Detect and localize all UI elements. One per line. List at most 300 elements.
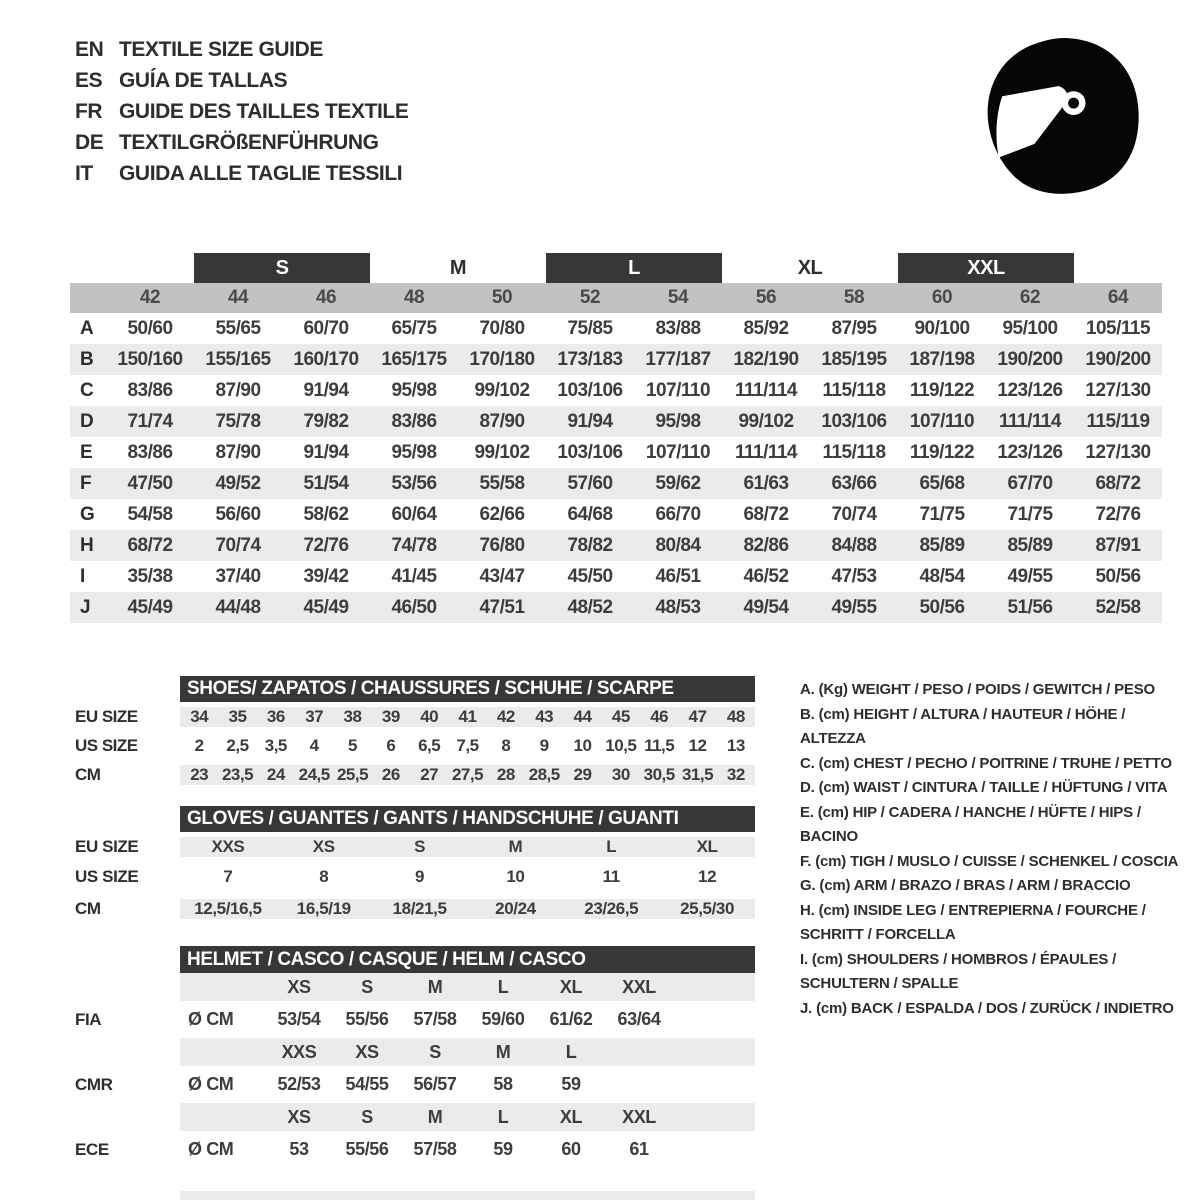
lang-title: TEXTILGRÖßENFÜHRUNG: [119, 131, 379, 154]
helmet-size-cell: 55/56: [345, 1139, 389, 1159]
shoe-size-cell: 43: [525, 707, 563, 727]
shoes-us-row: [75, 731, 755, 760]
table-row-a: [70, 313, 1162, 344]
legend-item: B. (cm) HEIGHT / ALTURA / HAUTEUR / HÖHE / ALTEZZA: [800, 705, 1126, 747]
size-cell: 70/80: [479, 317, 525, 339]
table-row-h: [70, 530, 1162, 561]
size-cell: 59/62: [655, 472, 701, 494]
size-cell: 78/82: [567, 534, 613, 556]
row-label: CM: [75, 898, 101, 918]
size-cell: 45/49: [303, 596, 349, 618]
shoe-size-cell: 35: [218, 707, 256, 727]
size-cell: 190/200: [1085, 348, 1151, 370]
glove-size-cell: XL: [659, 837, 755, 857]
size-cell: 95/98: [391, 441, 437, 463]
size-cell: 65/68: [919, 472, 965, 494]
glove-size-cell: M: [468, 837, 564, 857]
row-label: CM: [75, 764, 101, 784]
size-group-row: [70, 253, 1162, 283]
shoes-eu-row: [75, 702, 755, 731]
glove-size-cell: 16,5/19: [276, 899, 372, 919]
shoe-size-cell: 48: [717, 707, 755, 727]
glove-size-cell: 7: [223, 867, 233, 886]
diameter-unit: Ø CM: [188, 1139, 234, 1159]
size-cell: 65/75: [391, 317, 437, 339]
shoe-size-cell: 11,5: [644, 735, 675, 755]
size-label: XL: [537, 973, 605, 1001]
shoe-size-cell: 40: [410, 707, 448, 727]
legend-item: D. (cm) WAIST / CINTURA / TAILLE / HÜFTUNG / VITA: [800, 779, 1168, 796]
size-cell: 107/110: [909, 410, 975, 432]
table-row-d: [70, 406, 1162, 437]
table-row-e: [70, 437, 1162, 468]
size-cell: 71/74: [127, 410, 173, 432]
size-cell: 60/64: [391, 503, 437, 525]
size-cell: 48/53: [655, 596, 701, 618]
shoe-size-cell: 28,5: [525, 765, 563, 785]
gloves-size-table: [75, 806, 755, 925]
shoe-size-cell: 37: [295, 707, 333, 727]
size-cell: 83/86: [127, 379, 173, 401]
legend-item: H. (cm) INSIDE LEG / ENTREPIERNA / FOURCHE / SCHRITT / FORCELLA: [800, 901, 1146, 943]
size-cell: 123/126: [997, 379, 1063, 401]
size-column-header: 42: [139, 287, 161, 308]
shoe-size-cell: 4: [309, 735, 319, 755]
size-column-header: 50: [491, 287, 513, 308]
size-cell: 91/94: [303, 441, 349, 463]
size-cell: 87/91: [1095, 534, 1141, 556]
size-cell: 123/126: [997, 441, 1063, 463]
lang-title: GUIDE DES TAILLES TEXTILE: [119, 100, 409, 123]
size-cell: 45/50: [567, 565, 613, 587]
size-cell: 49/52: [215, 472, 261, 494]
size-column-header: 44: [227, 287, 249, 308]
size-cell: 75/85: [567, 317, 613, 339]
shoe-size-cell: 30,5: [640, 765, 678, 785]
size-label: [605, 1038, 673, 1066]
legend-item: I. (cm) SHOULDERS / HOMBROS / ÉPAULES / SCHULTERN / SPALLE: [800, 950, 1117, 992]
lang-code: IT: [75, 162, 93, 185]
size-cell: 47/53: [831, 565, 877, 587]
legend-item: E. (cm) HIP / CADERA / HANCHE / HÜFTE / HIPS / BACINO: [800, 803, 1141, 845]
size-column-header: 64: [1107, 287, 1129, 308]
lang-title: GUÍA DE TALLAS: [119, 69, 288, 92]
size-cell: 58/62: [303, 503, 349, 525]
helmet-ece-size-header: [75, 1103, 755, 1131]
legend-item: J. (cm) BACK / ESPALDA / DOS / ZURÜCK / INDIETRO: [800, 999, 1174, 1017]
legend-item: A. (Kg) WEIGHT / PESO / POIDS / GEWITCH / PESO: [800, 681, 1155, 698]
shoe-size-cell: 8: [501, 735, 511, 755]
size-cell: 61/63: [743, 472, 789, 494]
size-label: XS: [265, 973, 333, 1001]
size-cell: 82/86: [743, 534, 789, 556]
row-label: F: [80, 472, 92, 494]
size-cell: 51/54: [303, 472, 349, 494]
size-cell: 39/42: [303, 565, 349, 587]
size-label: XS: [265, 1103, 333, 1131]
size-cell: 60/70: [303, 317, 349, 339]
size-cell: 55/58: [479, 472, 525, 494]
shoe-size-cell: 31,5: [678, 765, 716, 785]
row-label: B: [80, 348, 94, 370]
gloves-cm-row: [75, 892, 755, 925]
row-label: C: [80, 379, 94, 401]
row-label: D: [80, 410, 94, 432]
size-cell: 68/72: [1095, 472, 1141, 494]
lang-title: GUIDA ALLE TAGLIE TESSILI: [119, 162, 403, 185]
glove-size-cell: 20/24: [468, 899, 564, 919]
gloves-us-row: [75, 862, 755, 892]
size-cell: 83/88: [655, 317, 701, 339]
size-cell: 72/76: [303, 534, 349, 556]
size-cell: 111/114: [734, 379, 798, 401]
shoe-size-cell: 30: [602, 765, 640, 785]
size-cell: 76/80: [479, 534, 525, 556]
size-cell: 48/52: [567, 596, 613, 618]
shoe-size-cell: 27,5: [448, 765, 486, 785]
size-cell: 70/74: [831, 503, 877, 525]
size-cell: 52/58: [1095, 596, 1141, 618]
shoe-size-cell: 23,5: [218, 765, 256, 785]
shoe-size-cell: 47: [678, 707, 716, 727]
legend-item: F. (cm) TIGH / MUSLO / CUISSE / SCHENKEL / COSCIA: [800, 852, 1179, 870]
shoe-size-cell: 39: [372, 707, 410, 727]
size-cell: 47/50: [127, 472, 173, 494]
legend-item: G. (cm) ARM / BRAZO / BRAS / ARM / BRACCIO: [800, 877, 1131, 894]
lang-code: DE: [75, 131, 104, 154]
racing-helmet-icon: [975, 30, 1145, 200]
size-cell: 127/130: [1085, 441, 1151, 463]
glove-size-cell: XXS: [180, 837, 276, 857]
size-cell: 46/51: [655, 565, 701, 587]
size-cell: 87/90: [215, 379, 261, 401]
size-group-xl: XL: [797, 256, 823, 279]
shoe-size-cell: 23: [180, 765, 218, 785]
shoes-cm-row: [75, 760, 755, 789]
size-cell: 54/58: [127, 503, 173, 525]
size-column-header: 62: [1019, 287, 1041, 308]
size-cell: 90/100: [914, 317, 970, 339]
glove-size-cell: L: [563, 837, 659, 857]
shoe-size-cell: 34: [180, 707, 218, 727]
size-cell: 99/102: [738, 410, 794, 432]
size-cell: 53/56: [391, 472, 437, 494]
size-group-m: M: [449, 256, 467, 279]
size-column-header: 48: [403, 287, 425, 308]
table-row-j: [70, 592, 1162, 623]
size-cell: 119/122: [909, 441, 975, 463]
shoe-size-cell: 2,5: [226, 735, 249, 755]
shoe-size-cell: 24: [257, 765, 295, 785]
size-cell: 46/52: [743, 565, 789, 587]
helmet-size-cell: 55/56: [345, 1009, 389, 1029]
size-cell: 66/70: [655, 503, 701, 525]
size-cell: 47/51: [479, 596, 525, 618]
size-cell: 83/86: [391, 410, 437, 432]
row-label: E: [80, 441, 93, 463]
size-group-xxl: XXL: [898, 253, 1074, 283]
size-group-s: S: [194, 253, 370, 283]
helmet-size-cell: 54/55: [345, 1074, 389, 1094]
size-cell: 160/170: [293, 348, 359, 370]
size-cell: 50/56: [919, 596, 965, 618]
helmet-size-cell: 57/58: [413, 1009, 457, 1029]
size-cell: 50/60: [127, 317, 173, 339]
table-row-b: [70, 344, 1162, 375]
glove-size-cell: 12,5/16,5: [180, 899, 276, 919]
shoe-size-cell: 38: [333, 707, 371, 727]
row-label: US SIZE: [75, 867, 139, 886]
size-cell: 75/78: [215, 410, 261, 432]
size-cell: 87/90: [479, 410, 525, 432]
size-label: S: [401, 1038, 469, 1066]
size-label: L: [469, 1103, 537, 1131]
size-cell: 87/90: [215, 441, 261, 463]
size-cell: 107/110: [645, 379, 711, 401]
size-label: M: [401, 1103, 469, 1131]
size-cell: 85/92: [743, 317, 789, 339]
size-cell: 170/180: [469, 348, 535, 370]
size-cell: 56/60: [215, 503, 261, 525]
size-cell: 46/50: [391, 596, 437, 618]
shoe-size-cell: 45: [602, 707, 640, 727]
glove-size-cell: 8: [319, 867, 329, 886]
helmet-size-cell: 59: [493, 1139, 513, 1159]
size-cell: 84/88: [831, 534, 877, 556]
numeric-size-header-row: [70, 283, 1162, 313]
measurement-legend: [800, 678, 1190, 1021]
size-label: L: [469, 973, 537, 1001]
shoe-size-cell: 13: [726, 735, 745, 755]
size-cell: 71/75: [919, 503, 965, 525]
shoe-size-cell: 32: [717, 765, 755, 785]
diameter-unit: Ø CM: [188, 1009, 234, 1029]
shoe-size-cell: 27: [410, 765, 448, 785]
helmet-size-cell: 53: [289, 1139, 309, 1159]
size-cell: 165/175: [381, 348, 447, 370]
size-cell: 115/118: [822, 379, 886, 401]
size-cell: 55/65: [215, 317, 261, 339]
size-cell: 190/200: [997, 348, 1063, 370]
size-cell: 95/100: [1002, 317, 1058, 339]
size-label: S: [333, 973, 401, 1001]
glove-size-cell: 12: [698, 867, 717, 886]
textile-size-table: [70, 253, 1162, 623]
helmet-cmr-size-header: [75, 1038, 755, 1066]
shoe-size-cell: 6,5: [418, 735, 441, 755]
lang-code: ES: [75, 69, 103, 92]
size-cell: 64/68: [567, 503, 613, 525]
shoe-size-cell: 3,5: [264, 735, 287, 755]
shoe-size-cell: 29: [563, 765, 601, 785]
size-cell: 49/55: [1007, 565, 1053, 587]
size-cell: 111/114: [734, 441, 798, 463]
gloves-eu-row: [75, 832, 755, 862]
size-cell: 95/98: [391, 379, 437, 401]
helmet-table-title: HELMET / CASCO / CASQUE / HELM / CASCO: [180, 946, 755, 973]
shoe-size-cell: 26: [372, 765, 410, 785]
glove-size-cell: 10: [506, 867, 525, 886]
helmet-size-table: [75, 946, 755, 1168]
size-cell: 37/40: [215, 565, 261, 587]
size-cell: 67/70: [1007, 472, 1053, 494]
row-label: J: [80, 596, 91, 618]
shoe-size-cell: 9: [539, 735, 549, 755]
size-cell: 35/38: [127, 565, 173, 587]
helmet-size-cell: 56/57: [413, 1074, 457, 1094]
glove-size-cell: 18/21,5: [372, 899, 468, 919]
shoe-size-cell: 12: [688, 735, 707, 755]
size-label: XXL: [605, 1103, 673, 1131]
gloves-table-title: GLOVES / GUANTES / GANTS / HANDSCHUHE / GUANTI: [180, 806, 755, 832]
lang-code: FR: [75, 100, 103, 123]
table-row-c: [70, 375, 1162, 406]
size-cell: 68/72: [743, 503, 789, 525]
helmet-size-cell: 60: [561, 1139, 581, 1159]
size-column-header: 56: [755, 287, 777, 308]
size-cell: 45/49: [127, 596, 173, 618]
helmet-size-cell: 57/58: [413, 1139, 457, 1159]
size-column-header: 58: [843, 287, 865, 308]
shoe-size-cell: 7,5: [456, 735, 479, 755]
size-cell: 71/75: [1007, 503, 1053, 525]
shoe-size-cell: 24,5: [295, 765, 333, 785]
standard-label: FIA: [75, 1009, 102, 1029]
glove-size-cell: 9: [415, 867, 425, 886]
standard-label: CMR: [75, 1074, 113, 1094]
row-label: US SIZE: [75, 735, 138, 755]
size-cell: 150/160: [117, 348, 183, 370]
size-label: M: [401, 973, 469, 1001]
size-cell: 91/94: [567, 410, 613, 432]
shoe-size-cell: 2: [194, 735, 204, 755]
size-label: XXL: [605, 973, 673, 1001]
size-cell: 63/66: [831, 472, 877, 494]
size-cell: 119/122: [909, 379, 975, 401]
size-cell: 74/78: [391, 534, 437, 556]
shoes-size-table: [75, 676, 755, 789]
size-cell: 91/94: [303, 379, 349, 401]
size-cell: 85/89: [1007, 534, 1053, 556]
size-cell: 43/47: [479, 565, 525, 587]
shoe-size-cell: 44: [563, 707, 601, 727]
table-row-f: [70, 468, 1162, 499]
size-cell: 44/48: [215, 596, 261, 618]
legend-item: C. (cm) CHEST / PECHO / POITRINE / TRUHE / PETTO: [800, 754, 1172, 772]
shoe-size-cell: 10,5: [605, 735, 637, 755]
row-label: A: [80, 317, 94, 339]
row-label: H: [80, 534, 94, 556]
helmet-size-cell: 61: [629, 1139, 649, 1159]
size-cell: 85/89: [919, 534, 965, 556]
lang-code: EN: [75, 38, 104, 61]
shoe-size-cell: 46: [640, 707, 678, 727]
size-cell: 79/82: [303, 410, 349, 432]
size-label: L: [537, 1038, 605, 1066]
size-cell: 182/190: [733, 348, 799, 370]
glove-size-cell: 11: [602, 867, 620, 886]
helmet-size-cell: 63/64: [617, 1009, 661, 1029]
size-cell: 115/118: [822, 441, 886, 463]
size-label: XL: [537, 1103, 605, 1131]
size-cell: 103/106: [821, 410, 887, 432]
shoe-size-cell: 5: [348, 735, 357, 755]
helmet-size-cell: 52/53: [277, 1074, 321, 1094]
size-cell: 103/106: [557, 379, 623, 401]
row-label: I: [80, 565, 85, 587]
shoes-table-title: SHOES/ ZAPATOS / CHAUSSURES / SCHUHE / SCARPE: [180, 676, 755, 702]
size-label: M: [469, 1038, 537, 1066]
size-column-header: 52: [579, 287, 601, 308]
size-cell: 51/56: [1007, 596, 1053, 618]
size-cell: 48/54: [919, 565, 965, 587]
size-label: XS: [333, 1038, 401, 1066]
size-cell: 87/95: [831, 317, 877, 339]
shoe-size-cell: 36: [257, 707, 295, 727]
helmet-size-cell: [605, 1066, 673, 1103]
size-cell: 99/102: [474, 441, 530, 463]
size-label: S: [333, 1103, 401, 1131]
size-cell: 83/86: [127, 441, 173, 463]
shoe-size-cell: 41: [448, 707, 486, 727]
shoe-size-cell: 10: [573, 735, 592, 755]
row-label: EU SIZE: [75, 837, 139, 856]
size-cell: 49/55: [831, 596, 877, 618]
size-cell: 105/115: [1085, 317, 1151, 339]
row-label: EU SIZE: [75, 706, 138, 726]
helmet-size-cell: 59/60: [481, 1009, 525, 1029]
size-cell: 155/165: [205, 348, 271, 370]
size-cell: 68/72: [127, 534, 173, 556]
standard-label: ECE: [75, 1139, 109, 1159]
glove-size-cell: 23/26,5: [563, 899, 659, 919]
size-cell: 62/66: [479, 503, 525, 525]
size-cell: 127/130: [1085, 379, 1151, 401]
shoe-size-cell: 28: [487, 765, 525, 785]
size-label: XXS: [265, 1038, 333, 1066]
size-cell: 173/183: [557, 348, 623, 370]
size-cell: 70/74: [215, 534, 261, 556]
helmet-size-cell: 53/54: [277, 1009, 321, 1029]
helmet-size-cell: 58: [493, 1074, 513, 1094]
glove-size-cell: S: [372, 837, 468, 857]
size-cell: 49/54: [743, 596, 789, 618]
size-cell: 177/187: [645, 348, 711, 370]
language-titles: [75, 38, 408, 186]
helmet-fia-row: [75, 1001, 755, 1038]
size-cell: 187/198: [909, 348, 975, 370]
size-cell: 111/114: [998, 410, 1062, 432]
shoe-size-cell: 25,5: [333, 765, 371, 785]
size-cell: 41/45: [391, 565, 437, 587]
size-cell: 72/76: [1095, 503, 1141, 525]
size-cell: 115/119: [1086, 410, 1150, 432]
glove-size-cell: XS: [276, 837, 372, 857]
size-cell: 50/56: [1095, 565, 1141, 587]
table-row-i: [70, 561, 1162, 592]
diameter-unit: Ø CM: [188, 1074, 234, 1094]
helmet-size-cell: 61/62: [549, 1009, 593, 1029]
bottom-partial-stripe: [180, 1191, 755, 1200]
shoe-size-cell: 6: [386, 735, 396, 755]
glove-size-cell: 25,5/30: [659, 899, 755, 919]
size-cell: 107/110: [645, 441, 711, 463]
row-label: G: [80, 503, 95, 525]
size-cell: 57/60: [567, 472, 613, 494]
helmet-cmr-row: [75, 1066, 755, 1103]
size-cell: 103/106: [557, 441, 623, 463]
size-cell: 80/84: [655, 534, 701, 556]
